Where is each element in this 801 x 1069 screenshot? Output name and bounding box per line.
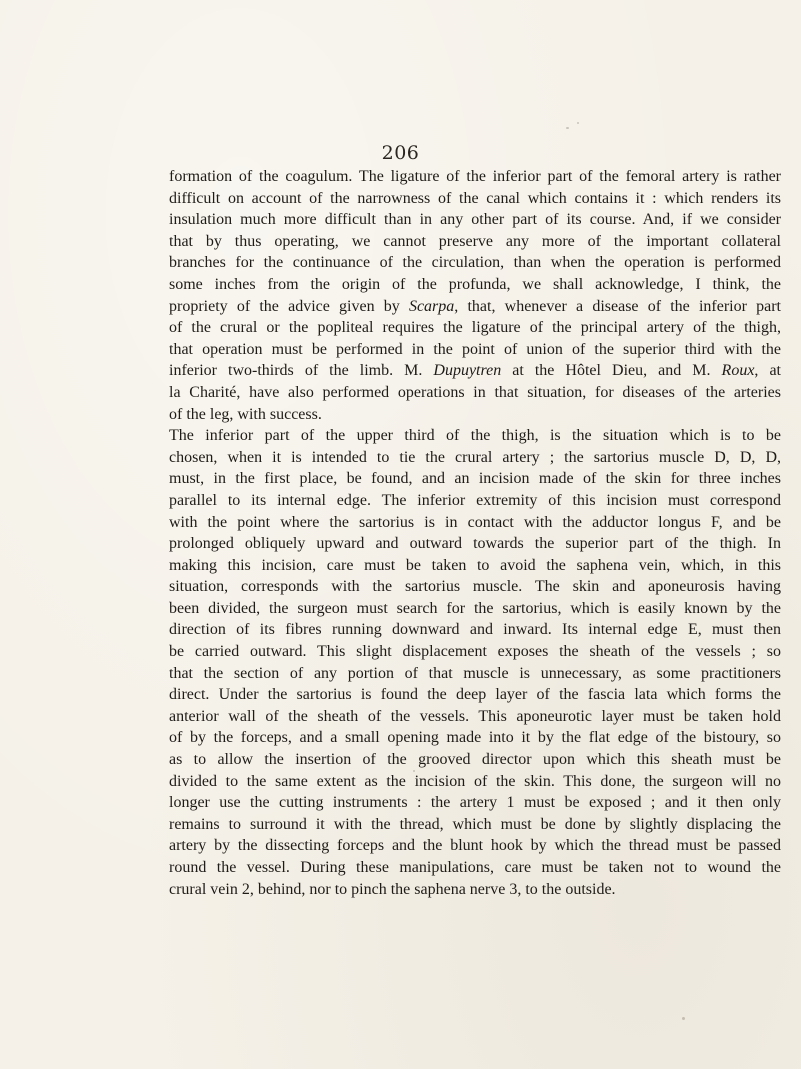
text-line: The inferior part of the upper third of the thigh, is the situation which is to be xyxy=(169,427,781,445)
text-line: propriety of the advice given by Scarpa, that, whenever a disease of the inferior part xyxy=(169,297,781,315)
text-line: formation of the coagulum. The ligature of the inferior part of the femoral artery is rather xyxy=(169,168,781,185)
text-line: round the vessel. During these manipulations, care must be taken not to wound the xyxy=(169,859,781,876)
text-line: remains to surround it with the thread, which must be done by slightly displacing the xyxy=(169,815,781,833)
text-line: with the point where the sartorius is in contact with the adductor longus F, and be xyxy=(169,513,781,531)
text-line: of by the forceps, and a small opening made into it by the flat edge of the bistoury, so xyxy=(169,729,781,747)
text-line: chosen, when it is intended to tie the crural artery ; the sartorius muscle D, D, D, xyxy=(169,448,781,466)
text-line: that the section of any portion of that muscle is unnecessary, as some practitioners xyxy=(169,664,781,682)
body-text xyxy=(169,166,781,900)
text-line: la Charité, have also performed operations in that situation, for diseases of the arteries xyxy=(169,383,781,401)
text-line: artery by the dissecting forceps and the blunt hook by which the thread must be passed xyxy=(169,837,781,855)
text-line: difficult on account of the narrowness of the canal which contains it : which renders its xyxy=(169,189,781,207)
text-line: direct. Under the sartorius is found the deep layer of the fascia lata which forms the xyxy=(169,686,781,704)
paragraph-2 xyxy=(169,425,781,900)
text-line: inferior two-thirds of the limb. M. Dupuytren at the Hôtel Dieu, and M. Roux, at xyxy=(169,362,782,380)
paper-speck xyxy=(577,122,579,124)
paper-speck xyxy=(413,770,415,772)
paper-speck xyxy=(566,127,569,129)
text-line: of the leg, with success. xyxy=(169,405,322,423)
text-line: be carried outward. This slight displacement exposes the sheath of the vessels ; so xyxy=(169,643,781,661)
text-line: some inches from the origin of the profunda, we shall acknowledge, I think, the xyxy=(169,275,781,293)
text-line: anterior wall of the sheath of the vessels. This aponeurotic layer must be taken hold xyxy=(169,707,781,725)
text-line: longer use the cutting instruments : the artery 1 must be exposed ; and it then only xyxy=(169,794,781,812)
text-line: branches for the continuance of the circulation, than when the operation is performed xyxy=(169,254,781,272)
text-line: crural vein 2, behind, nor to pinch the saphena nerve 3, to the outside. xyxy=(169,880,616,898)
page-number: 206 xyxy=(381,142,420,164)
text-line: as to allow the insertion of the grooved director upon which this sheath must be xyxy=(169,751,781,769)
text-line: insulation much more difficult than in any other part of its course. And, if we consider xyxy=(169,211,781,229)
text-line: direction of its fibres running downward and inward. Its internal edge E, must then xyxy=(169,621,781,639)
paper-speck xyxy=(682,1017,685,1020)
text-line: situation, corresponds with the sartorius muscle. The skin and aponeurosis having xyxy=(169,578,781,596)
text-line: that by thus operating, we cannot preserve any more of the important collateral xyxy=(169,232,781,250)
text-line: been divided, the surgeon must search for the sartorius, which is easily known by the xyxy=(169,599,781,617)
paragraph-1 xyxy=(169,166,781,425)
text-line: must, in the first place, be found, and an incision made of the skin for three inches xyxy=(169,470,781,488)
text-line: making this incision, care must be taken to avoid the saphena vein, which, in this xyxy=(169,556,781,574)
text-line: that operation must be performed in the point of union of the superior third with the xyxy=(169,340,781,358)
text-line: of the crural or the popliteal requires the ligature of the principal artery of the thigh, xyxy=(169,319,781,337)
text-line: parallel to its internal edge. The inferior extremity of this incision must correspond xyxy=(169,491,781,509)
text-line: prolonged obliquely upward and outward towards the superior part of the thigh. In xyxy=(169,535,781,553)
text-line: divided to the same extent as the incision of the skin. This done, the surgeon will no xyxy=(169,772,781,790)
